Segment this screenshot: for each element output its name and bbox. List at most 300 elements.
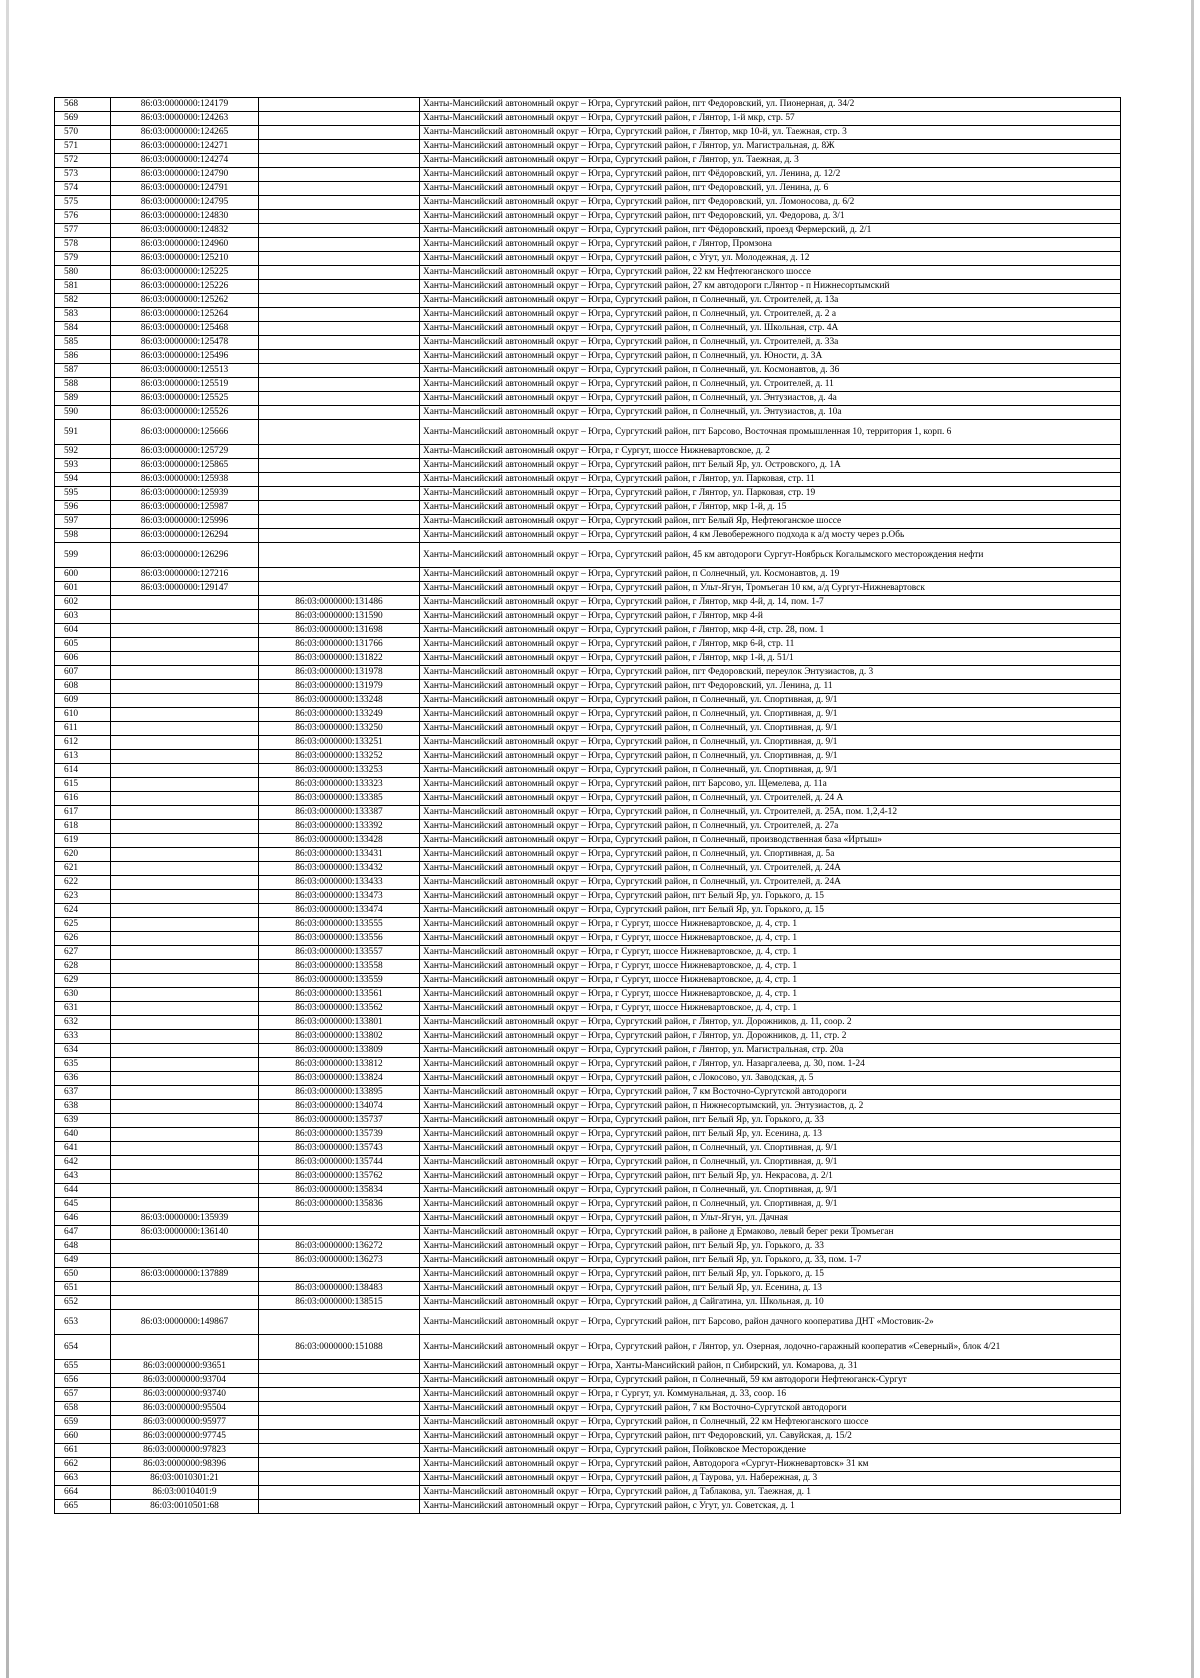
table-row <box>55 974 1121 988</box>
cadastral-number-2-cell: 86:03:0000000:133824 <box>259 1072 420 1086</box>
table-row <box>55 610 1121 624</box>
cadastral-number-cell: 86:03:0000000:97745 <box>111 1430 259 1444</box>
table-row <box>55 918 1121 932</box>
row-number-cell: 575 <box>55 196 111 210</box>
table-row <box>55 764 1121 778</box>
address-cell: Ханты-Мансийский автономный округ – Югра, Сургутский район, п Солнечный, ул. Космонавтов, д. 36 <box>420 364 1121 378</box>
row-number-cell: 585 <box>55 336 111 350</box>
address-cell: Ханты-Мансийский автономный округ – Югра, Сургутский район, г Лянтор, мкр 4-й, д. 14, пом. 1-7 <box>420 596 1121 610</box>
cadastral-number-2-cell <box>259 543 420 568</box>
row-number-cell: 592 <box>55 445 111 459</box>
table-row <box>55 1444 1121 1458</box>
address-cell: Ханты-Мансийский автономный округ – Югра, Сургутский район, п Солнечный, производственная база «Иртыш» <box>420 834 1121 848</box>
cadastral-number-2-cell <box>259 459 420 473</box>
cadastral-number-2-cell <box>259 1268 420 1282</box>
cadastral-number-cell: 86:03:0010301:21 <box>111 1472 259 1486</box>
cadastral-number-cell <box>111 1044 259 1058</box>
address-cell: Ханты-Мансийский автономный округ – Югра, Сургутский район, 22 км Нефтеюганского шоссе <box>420 266 1121 280</box>
table-row <box>55 946 1121 960</box>
cadastral-number-cell: 86:03:0000000:127216 <box>111 568 259 582</box>
table-row <box>55 322 1121 336</box>
cadastral-number-2-cell: 86:03:0000000:133559 <box>259 974 420 988</box>
address-cell: Ханты-Мансийский автономный округ – Югра, Сургутский район, п Солнечный, ул. Строителей, д. 2 а <box>420 308 1121 322</box>
row-number-cell: 657 <box>55 1388 111 1402</box>
address-cell: Ханты-Мансийский автономный округ – Югра, Сургутский район, пгт Белый Яр, ул. Горького, д. 33 <box>420 1240 1121 1254</box>
cadastral-number-cell <box>111 792 259 806</box>
table-row <box>55 168 1121 182</box>
table-row <box>55 501 1121 515</box>
cadastral-number-2-cell: 86:03:0000000:133802 <box>259 1030 420 1044</box>
address-cell: Ханты-Мансийский автономный округ – Югра, Сургутский район, пгт Белый Яр, ул. Горького, д. 15 <box>420 890 1121 904</box>
cadastral-number-cell <box>111 988 259 1002</box>
address-cell: Ханты-Мансийский автономный округ – Югра, Сургутский район, пгт Белый Яр, ул. Горького, д. 33, пом. 1-7 <box>420 1254 1121 1268</box>
address-cell: Ханты-Мансийский автономный округ – Югра, Сургутский район, п Ульт-Ягун, ул. Дачная <box>420 1212 1121 1226</box>
row-number-cell: 608 <box>55 680 111 694</box>
address-cell: Ханты-Мансийский автономный округ – Югра, Сургутский район, п Солнечный, ул. Спортивная, д. 9/1 <box>420 1142 1121 1156</box>
cadastral-number-cell: 86:03:0000000:124263 <box>111 112 259 126</box>
address-cell: Ханты-Мансийский автономный округ – Югра, Сургутский район, п Солнечный, ул. Спортивная, д. 9/1 <box>420 722 1121 736</box>
cadastral-number-cell <box>111 736 259 750</box>
address-cell: Ханты-Мансийский автономный округ – Югра, Сургутский район, п Солнечный, ул. Строителей, д. 24А <box>420 862 1121 876</box>
row-number-cell: 603 <box>55 610 111 624</box>
row-number-cell: 621 <box>55 862 111 876</box>
cadastral-number-2-cell <box>259 473 420 487</box>
cadastral-number-2-cell: 86:03:0000000:133801 <box>259 1016 420 1030</box>
row-number-cell: 576 <box>55 210 111 224</box>
cadastral-number-cell: 86:03:0000000:124179 <box>111 98 259 112</box>
table-row <box>55 1212 1121 1226</box>
row-number-cell: 589 <box>55 392 111 406</box>
address-cell: Ханты-Мансийский автономный округ – Югра, Сургутский район, пгт Барсово, Восточная промышленная 10, территория 1, корп. 6 <box>420 420 1121 445</box>
row-number-cell: 648 <box>55 1240 111 1254</box>
cadastral-number-2-cell <box>259 420 420 445</box>
table-row <box>55 1184 1121 1198</box>
row-number-cell: 581 <box>55 280 111 294</box>
address-cell: Ханты-Мансийский автономный округ – Югра, Сургутский район, г Лянтор, мкр 10-й, ул. Таежная, стр. 3 <box>420 126 1121 140</box>
cadastral-number-2-cell <box>259 1472 420 1486</box>
cadastral-number-cell: 86:03:0000000:125865 <box>111 459 259 473</box>
table-row <box>55 112 1121 126</box>
table-row <box>55 280 1121 294</box>
address-cell: Ханты-Мансийский автономный округ – Югра, Сургутский район, пгт Белый Яр, ул. Некрасова, д. 2/1 <box>420 1170 1121 1184</box>
address-cell: Ханты-Мансийский автономный округ – Югра, Сургутский район, п Солнечный, ул. Школьная, стр. 4А <box>420 322 1121 336</box>
table-row <box>55 529 1121 543</box>
cadastral-number-cell: 86:03:0000000:93651 <box>111 1360 259 1374</box>
cadastral-number-2-cell: 86:03:0000000:131590 <box>259 610 420 624</box>
cadastral-number-2-cell: 86:03:0000000:133561 <box>259 988 420 1002</box>
address-cell: Ханты-Мансийский автономный округ – Югра, Сургутский район, с Угут, ул. Советская, д. 1 <box>420 1500 1121 1514</box>
row-number-cell: 614 <box>55 764 111 778</box>
row-number-cell: 635 <box>55 1058 111 1072</box>
row-number-cell: 602 <box>55 596 111 610</box>
cadastral-number-cell <box>111 1184 259 1198</box>
cadastral-number-cell: 86:03:0000000:125729 <box>111 445 259 459</box>
address-cell: Ханты-Мансийский автономный округ – Югра, Сургутский район, п Солнечный, ул. Спортивная, д. 9/1 <box>420 736 1121 750</box>
cadastral-number-2-cell <box>259 1374 420 1388</box>
table-row <box>55 1240 1121 1254</box>
table-row <box>55 792 1121 806</box>
row-number-cell: 623 <box>55 890 111 904</box>
row-number-cell: 664 <box>55 1486 111 1500</box>
address-cell: Ханты-Мансийский автономный округ – Югра, Сургутский район, п Солнечный, ул. Строителей, д. 27а <box>420 820 1121 834</box>
table-row <box>55 543 1121 568</box>
address-cell: Ханты-Мансийский автономный округ – Югра, Сургутский район, пгт Барсово, ул. Щемелева, д. 11а <box>420 778 1121 792</box>
cadastral-number-2-cell: 86:03:0000000:131978 <box>259 666 420 680</box>
row-number-cell: 569 <box>55 112 111 126</box>
row-number-cell: 663 <box>55 1472 111 1486</box>
cadastral-number-2-cell: 86:03:0000000:135743 <box>259 1142 420 1156</box>
row-number-cell: 658 <box>55 1402 111 1416</box>
table-row <box>55 1198 1121 1212</box>
table-row <box>55 1142 1121 1156</box>
cadastral-number-cell <box>111 638 259 652</box>
table-row <box>55 406 1121 420</box>
cadastral-number-cell <box>111 960 259 974</box>
row-number-cell: 627 <box>55 946 111 960</box>
address-cell: Ханты-Мансийский автономный округ – Югра, Сургутский район, г Лянтор, ул. Магистральная, стр. 20а <box>420 1044 1121 1058</box>
address-cell: Ханты-Мансийский автономный округ – Югра, Сургутский район, г Лянтор, ул. Парковая, стр. 11 <box>420 473 1121 487</box>
row-number-cell: 580 <box>55 266 111 280</box>
registry-table <box>54 97 1121 1514</box>
cadastral-number-cell <box>111 946 259 960</box>
cadastral-number-cell <box>111 1114 259 1128</box>
row-number-cell: 622 <box>55 876 111 890</box>
table-row <box>55 126 1121 140</box>
address-cell: Ханты-Мансийский автономный округ – Югра, г Сургут, шоссе Нижневартовское, д. 4, стр. 1 <box>420 988 1121 1002</box>
table-row <box>55 1268 1121 1282</box>
address-cell: Ханты-Мансийский автономный округ – Югра, Сургутский район, пгт Федоровский, ул. Федорова, д. 3/1 <box>420 210 1121 224</box>
row-number-cell: 594 <box>55 473 111 487</box>
cadastral-number-2-cell: 86:03:0000000:135836 <box>259 1198 420 1212</box>
row-number-cell: 618 <box>55 820 111 834</box>
address-cell: Ханты-Мансийский автономный округ – Югра, Сургутский район, п Солнечный, ул. Космонавтов, д. 19 <box>420 568 1121 582</box>
table-row <box>55 420 1121 445</box>
cadastral-number-cell <box>111 1016 259 1030</box>
row-number-cell: 579 <box>55 252 111 266</box>
row-number-cell: 584 <box>55 322 111 336</box>
cadastral-number-2-cell <box>259 126 420 140</box>
table-row <box>55 1114 1121 1128</box>
address-cell: Ханты-Мансийский автономный округ – Югра, Сургутский район, п Солнечный, ул. Спортивная, д. 9/1 <box>420 708 1121 722</box>
scan-edge-right <box>1191 0 1194 1678</box>
row-number-cell: 642 <box>55 1156 111 1170</box>
cadastral-number-2-cell <box>259 350 420 364</box>
row-number-cell: 601 <box>55 582 111 596</box>
cadastral-number-2-cell <box>259 112 420 126</box>
address-cell: Ханты-Мансийский автономный округ – Югра, Сургутский район, г Лянтор, ул. Таежная, д. 3 <box>420 154 1121 168</box>
address-cell: Ханты-Мансийский автономный округ – Югра, г Сургут, ул. Коммунальная, д. 33, соор. 16 <box>420 1388 1121 1402</box>
table-row <box>55 1282 1121 1296</box>
table-row <box>55 294 1121 308</box>
table-row <box>55 140 1121 154</box>
cadastral-number-cell <box>111 610 259 624</box>
cadastral-number-2-cell <box>259 1310 420 1335</box>
table-row <box>55 487 1121 501</box>
address-cell: Ханты-Мансийский автономный округ – Югра, Сургутский район, п Солнечный, ул. Строителей, д. 25А, пом. 1,2,4-12 <box>420 806 1121 820</box>
cadastral-number-cell <box>111 876 259 890</box>
address-cell: Ханты-Мансийский автономный округ – Югра, Сургутский район, пгт Белый Яр, ул. Горького, д. 33 <box>420 1114 1121 1128</box>
cadastral-number-2-cell: 86:03:0000000:133809 <box>259 1044 420 1058</box>
cadastral-number-2-cell <box>259 445 420 459</box>
cadastral-number-2-cell: 86:03:0000000:133428 <box>259 834 420 848</box>
table-row <box>55 596 1121 610</box>
table-row <box>55 210 1121 224</box>
table-row <box>55 1402 1121 1416</box>
address-cell: Ханты-Мансийский автономный округ – Югра, Сургутский район, г Лянтор, Промзона <box>420 238 1121 252</box>
table-row <box>55 1335 1121 1360</box>
cadastral-number-2-cell: 86:03:0000000:133251 <box>259 736 420 750</box>
cadastral-number-cell: 86:03:0000000:93740 <box>111 1388 259 1402</box>
cadastral-number-2-cell: 86:03:0000000:136273 <box>259 1254 420 1268</box>
address-cell: Ханты-Мансийский автономный округ – Югра, Сургутский район, п Солнечный, ул. Спортивная, д. 9/1 <box>420 1156 1121 1170</box>
address-cell: Ханты-Мансийский автономный округ – Югра, Сургутский район, пгт Белый Яр, ул. Горького, д. 15 <box>420 1268 1121 1282</box>
address-cell: Ханты-Мансийский автономный округ – Югра, Сургутский район, п Солнечный, ул. Строителей, д. 33а <box>420 336 1121 350</box>
address-cell: Ханты-Мансийский автономный округ – Югра, Сургутский район, г Лянтор, мкр 4-й <box>420 610 1121 624</box>
cadastral-number-cell: 86:03:0000000:125468 <box>111 322 259 336</box>
address-cell: Ханты-Мансийский автономный округ – Югра, Сургутский район, г Лянтор, мкр 4-й, стр. 28, пом. 1 <box>420 624 1121 638</box>
cadastral-number-2-cell <box>259 210 420 224</box>
cadastral-number-2-cell <box>259 1402 420 1416</box>
row-number-cell: 633 <box>55 1030 111 1044</box>
address-cell: Ханты-Мансийский автономный округ – Югра, Сургутский район, г Лянтор, ул. Назаргалеева, д. 30, пом. 1-24 <box>420 1058 1121 1072</box>
cadastral-number-cell <box>111 1142 259 1156</box>
cadastral-number-cell <box>111 904 259 918</box>
cadastral-number-2-cell: 86:03:0000000:135739 <box>259 1128 420 1142</box>
table-row <box>55 473 1121 487</box>
cadastral-number-2-cell: 86:03:0000000:138515 <box>259 1296 420 1310</box>
row-number-cell: 610 <box>55 708 111 722</box>
row-number-cell: 660 <box>55 1430 111 1444</box>
cadastral-number-2-cell: 86:03:0000000:133385 <box>259 792 420 806</box>
cadastral-number-cell: 86:03:0000000:125496 <box>111 350 259 364</box>
cadastral-number-2-cell: 86:03:0000000:133557 <box>259 946 420 960</box>
cadastral-number-cell <box>111 1296 259 1310</box>
row-number-cell: 607 <box>55 666 111 680</box>
cadastral-number-2-cell <box>259 582 420 596</box>
table-row <box>55 834 1121 848</box>
address-cell: Ханты-Мансийский автономный округ – Югра, Сургутский район, пгт Федоровский, ул. Савуйская, д. 15/2 <box>420 1430 1121 1444</box>
row-number-cell: 570 <box>55 126 111 140</box>
table-row <box>55 862 1121 876</box>
cadastral-number-2-cell <box>259 308 420 322</box>
row-number-cell: 651 <box>55 1282 111 1296</box>
table-row <box>55 1016 1121 1030</box>
address-cell: Ханты-Мансийский автономный округ – Югра, Сургутский район, в районе д Ермаково, левый берег реки Тромъеган <box>420 1226 1121 1240</box>
row-number-cell: 595 <box>55 487 111 501</box>
table-row <box>55 652 1121 666</box>
table-row <box>55 694 1121 708</box>
cadastral-number-cell <box>111 1086 259 1100</box>
address-cell: Ханты-Мансийский автономный округ – Югра, г Сургут, шоссе Нижневартовское, д. 4, стр. 1 <box>420 918 1121 932</box>
cadastral-number-2-cell: 86:03:0000000:133556 <box>259 932 420 946</box>
address-cell: Ханты-Мансийский автономный округ – Югра, Сургутский район, г Лянтор, мкр 1-й, д. 15 <box>420 501 1121 515</box>
cadastral-number-cell: 86:03:0000000:124265 <box>111 126 259 140</box>
row-number-cell: 613 <box>55 750 111 764</box>
table-row <box>55 1072 1121 1086</box>
cadastral-number-cell: 86:03:0000000:136140 <box>111 1226 259 1240</box>
cadastral-number-cell: 86:03:0000000:125987 <box>111 501 259 515</box>
address-cell: Ханты-Мансийский автономный округ – Югра, Ханты-Мансийский район, п Сибирский, ул. Комарова, д. 31 <box>420 1360 1121 1374</box>
row-number-cell: 629 <box>55 974 111 988</box>
row-number-cell: 637 <box>55 1086 111 1100</box>
address-cell: Ханты-Мансийский автономный округ – Югра, Сургутский район, Пойковское Месторождение <box>420 1444 1121 1458</box>
table-row <box>55 932 1121 946</box>
row-number-cell: 582 <box>55 294 111 308</box>
table-row <box>55 182 1121 196</box>
cadastral-number-2-cell: 86:03:0000000:133895 <box>259 1086 420 1100</box>
cadastral-number-cell <box>111 1198 259 1212</box>
cadastral-number-2-cell <box>259 1444 420 1458</box>
address-cell: Ханты-Мансийский автономный округ – Югра, г Сургут, шоссе Нижневартовское, д. 4, стр. 1 <box>420 946 1121 960</box>
address-cell: Ханты-Мансийский автономный округ – Югра, Сургутский район, п Солнечный, ул. Спортивная, д. 9/1 <box>420 694 1121 708</box>
cadastral-number-cell <box>111 890 259 904</box>
row-number-cell: 630 <box>55 988 111 1002</box>
cadastral-number-cell: 86:03:0000000:124790 <box>111 168 259 182</box>
cadastral-number-2-cell: 86:03:0000000:131822 <box>259 652 420 666</box>
address-cell: Ханты-Мансийский автономный округ – Югра, Сургутский район, 7 км Восточно-Сургутской автодороги <box>420 1086 1121 1100</box>
row-number-cell: 593 <box>55 459 111 473</box>
row-number-cell: 643 <box>55 1170 111 1184</box>
cadastral-number-cell: 86:03:0000000:129147 <box>111 582 259 596</box>
address-cell: Ханты-Мансийский автономный округ – Югра, Сургутский район, пгт Барсово, район дачного кооператива ДНТ «Мостовик-2» <box>420 1310 1121 1335</box>
cadastral-number-2-cell: 86:03:0000000:135834 <box>259 1184 420 1198</box>
cadastral-number-cell <box>111 666 259 680</box>
cadastral-number-cell <box>111 624 259 638</box>
cadastral-number-2-cell <box>259 1360 420 1374</box>
address-cell: Ханты-Мансийский автономный округ – Югра, Сургутский район, п Солнечный, ул. Спортивная, д. 9/1 <box>420 1198 1121 1212</box>
cadastral-number-2-cell: 86:03:0000000:133558 <box>259 960 420 974</box>
row-number-cell: 615 <box>55 778 111 792</box>
cadastral-number-cell <box>111 806 259 820</box>
cadastral-number-cell: 86:03:0000000:125264 <box>111 308 259 322</box>
table-row <box>55 988 1121 1002</box>
table-row <box>55 1296 1121 1310</box>
address-cell: Ханты-Мансийский автономный округ – Югра, Сургутский район, г Лянтор, ул. Озерная, лодочно-гаражный кооператив «Северный», блок 4/21 <box>420 1335 1121 1360</box>
cadastral-number-2-cell: 86:03:0000000:133392 <box>259 820 420 834</box>
row-number-cell: 631 <box>55 1002 111 1016</box>
cadastral-number-2-cell <box>259 266 420 280</box>
cadastral-number-2-cell <box>259 1388 420 1402</box>
cadastral-number-cell: 86:03:0000000:125225 <box>111 266 259 280</box>
cadastral-number-2-cell <box>259 196 420 210</box>
cadastral-number-2-cell: 86:03:0000000:133431 <box>259 848 420 862</box>
row-number-cell: 577 <box>55 224 111 238</box>
address-cell: Ханты-Мансийский автономный округ – Югра, Сургутский район, п Солнечный, ул. Строителей, д. 24 А <box>420 792 1121 806</box>
table-row <box>55 1044 1121 1058</box>
table-row <box>55 848 1121 862</box>
cadastral-number-2-cell <box>259 294 420 308</box>
cadastral-number-cell <box>111 1128 259 1142</box>
cadastral-number-cell <box>111 1156 259 1170</box>
cadastral-number-2-cell <box>259 98 420 112</box>
row-number-cell: 661 <box>55 1444 111 1458</box>
cadastral-number-2-cell: 86:03:0000000:151088 <box>259 1335 420 1360</box>
cadastral-number-2-cell <box>259 154 420 168</box>
cadastral-number-2-cell: 86:03:0000000:138483 <box>259 1282 420 1296</box>
cadastral-number-cell: 86:03:0000000:126294 <box>111 529 259 543</box>
cadastral-number-cell <box>111 680 259 694</box>
cadastral-number-2-cell: 86:03:0000000:131979 <box>259 680 420 694</box>
table-row <box>55 568 1121 582</box>
cadastral-number-cell: 86:03:0000000:125939 <box>111 487 259 501</box>
address-cell: Ханты-Мансийский автономный округ – Югра, г Сургут, шоссе Нижневартовское, д. 4, стр. 1 <box>420 932 1121 946</box>
cadastral-number-cell <box>111 848 259 862</box>
table-row <box>55 238 1121 252</box>
cadastral-number-2-cell: 86:03:0000000:131766 <box>259 638 420 652</box>
cadastral-number-cell <box>111 596 259 610</box>
address-cell: Ханты-Мансийский автономный округ – Югра, Сургутский район, п Солнечный, 59 км автодороги Нефтеюганск-Сургут <box>420 1374 1121 1388</box>
cadastral-number-2-cell: 86:03:0000000:136272 <box>259 1240 420 1254</box>
table-row <box>55 1472 1121 1486</box>
row-number-cell: 665 <box>55 1500 111 1514</box>
table-row <box>55 666 1121 680</box>
cadastral-number-2-cell: 86:03:0000000:131698 <box>259 624 420 638</box>
cadastral-number-cell <box>111 918 259 932</box>
row-number-cell: 591 <box>55 420 111 445</box>
address-cell: Ханты-Мансийский автономный округ – Югра, Сургутский район, с Локосово, ул. Заводская, д. 5 <box>420 1072 1121 1086</box>
table-row <box>55 582 1121 596</box>
table-row <box>55 224 1121 238</box>
cadastral-number-2-cell <box>259 168 420 182</box>
address-cell: Ханты-Мансийский автономный округ – Югра, Сургутский район, д Таурова, ул. Набережная, д. 3 <box>420 1472 1121 1486</box>
cadastral-number-2-cell <box>259 1500 420 1514</box>
address-cell: Ханты-Мансийский автономный округ – Югра, г Сургут, шоссе Нижневартовское, д. 4, стр. 1 <box>420 974 1121 988</box>
cadastral-number-cell <box>111 1240 259 1254</box>
cadastral-number-2-cell: 86:03:0000000:133253 <box>259 764 420 778</box>
cadastral-number-cell: 86:03:0000000:125519 <box>111 378 259 392</box>
row-number-cell: 617 <box>55 806 111 820</box>
cadastral-number-cell: 86:03:0000000:124274 <box>111 154 259 168</box>
cadastral-number-cell <box>111 1058 259 1072</box>
table-row <box>55 960 1121 974</box>
cadastral-number-cell <box>111 974 259 988</box>
cadastral-number-2-cell <box>259 501 420 515</box>
row-number-cell: 625 <box>55 918 111 932</box>
cadastral-number-cell <box>111 1072 259 1086</box>
cadastral-number-cell <box>111 1170 259 1184</box>
table-row <box>55 1500 1121 1514</box>
row-number-cell: 588 <box>55 378 111 392</box>
cadastral-number-cell: 86:03:0000000:93704 <box>111 1374 259 1388</box>
cadastral-number-cell: 86:03:0000000:125938 <box>111 473 259 487</box>
cadastral-number-cell <box>111 932 259 946</box>
cadastral-number-cell <box>111 764 259 778</box>
row-number-cell: 628 <box>55 960 111 974</box>
address-cell: Ханты-Мансийский автономный округ – Югра, Сургутский район, п Солнечный, ул. Энтузиастов, д. 10а <box>420 406 1121 420</box>
row-number-cell: 654 <box>55 1335 111 1360</box>
cadastral-number-2-cell: 86:03:0000000:133250 <box>259 722 420 736</box>
cadastral-number-cell: 86:03:0000000:126296 <box>111 543 259 568</box>
address-cell: Ханты-Мансийский автономный округ – Югра, Сургутский район, пгт Белый Яр, ул. Есенина, д. 13 <box>420 1282 1121 1296</box>
row-number-cell: 573 <box>55 168 111 182</box>
row-number-cell: 649 <box>55 1254 111 1268</box>
row-number-cell: 574 <box>55 182 111 196</box>
cadastral-number-cell <box>111 708 259 722</box>
address-cell: Ханты-Мансийский автономный округ – Югра, Сургутский район, 45 км автодороги Сургут-Ноябрьск Когалымского месторождения нефти <box>420 543 1121 568</box>
address-cell: Ханты-Мансийский автономный округ – Югра, Сургутский район, с Угут, ул. Молодежная, д. 12 <box>420 252 1121 266</box>
address-cell: Ханты-Мансийский автономный округ – Югра, Сургутский район, пгт Фёдоровский, проезд Фермерский, д. 2/1 <box>420 224 1121 238</box>
row-number-cell: 606 <box>55 652 111 666</box>
cadastral-number-cell: 86:03:0000000:125513 <box>111 364 259 378</box>
table-row <box>55 904 1121 918</box>
table-row <box>55 1002 1121 1016</box>
address-cell: Ханты-Мансийский автономный округ – Югра, Сургутский район, п Солнечный, ул. Строителей, д. 13а <box>420 294 1121 308</box>
row-number-cell: 578 <box>55 238 111 252</box>
row-number-cell: 604 <box>55 624 111 638</box>
address-cell: Ханты-Мансийский автономный округ – Югра, Сургутский район, д Сайгатина, ул. Школьная, д. 10 <box>420 1296 1121 1310</box>
row-number-cell: 624 <box>55 904 111 918</box>
table-row <box>55 364 1121 378</box>
